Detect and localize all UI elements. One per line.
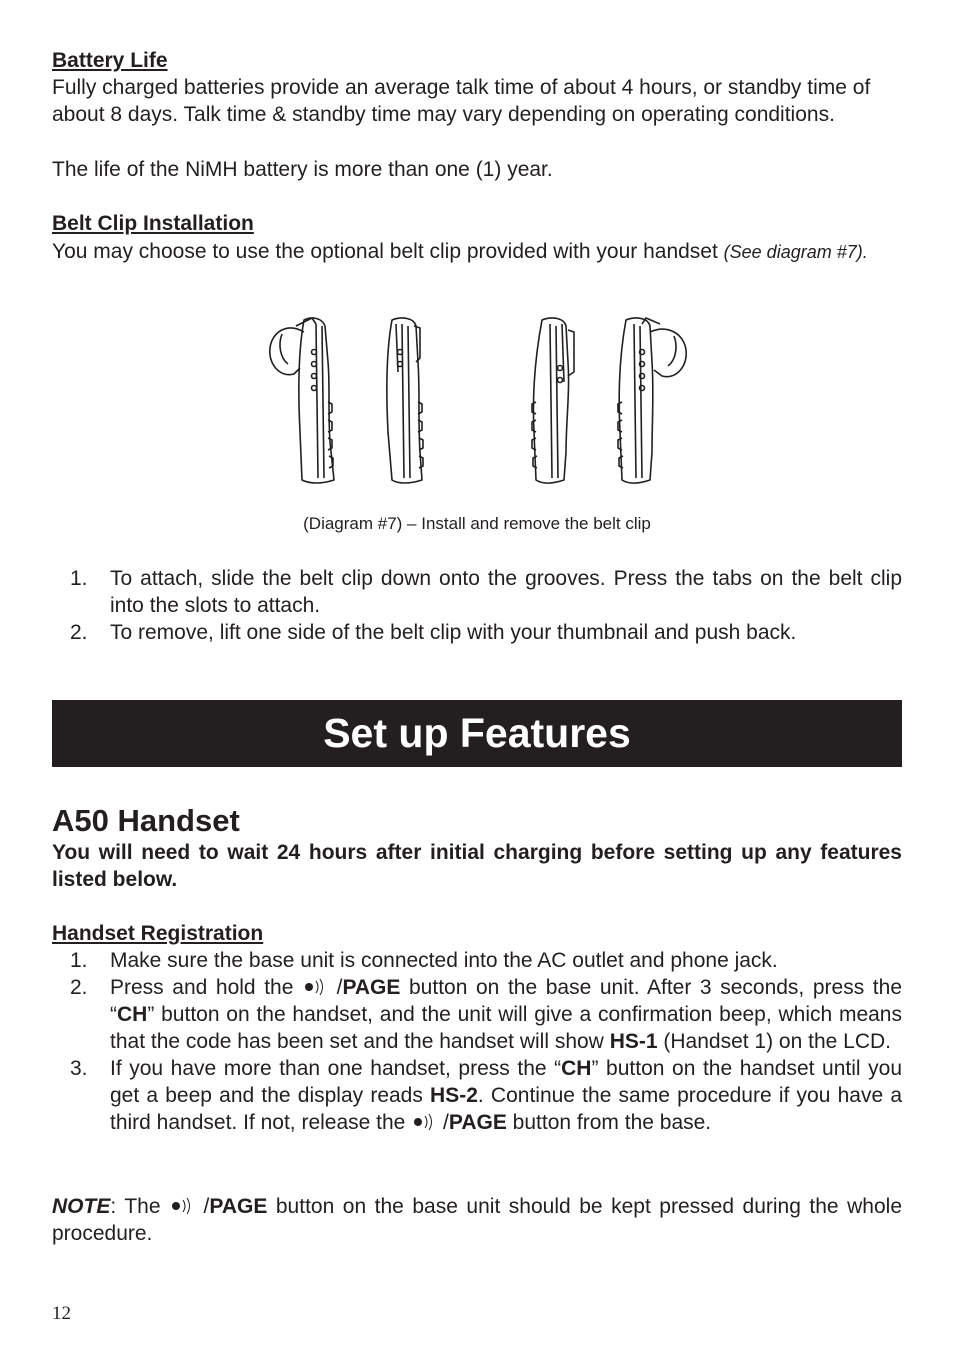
list-item: 2. To remove, lift one side of the belt clip with your thumbnail and push back. (70, 621, 797, 644)
registration-steps (52, 947, 902, 1136)
battery-lifespan-text: The life of the NiMH battery is more than one (1) year. (52, 158, 553, 181)
handset-with-clip-right (618, 318, 686, 483)
list-item: 1. Make sure the base unit is connected into the AC outlet and phone jack. (70, 949, 778, 972)
belt-clip-diagram (242, 312, 712, 492)
page-number: 12 (52, 1303, 71, 1324)
paging-icon (411, 1113, 437, 1131)
note-paragraph: NOTE: The /PAGE button on the base unit should be kept pressed during the whole procedure. (52, 1195, 902, 1245)
paging-icon (169, 1197, 195, 1215)
paging-icon (302, 978, 328, 996)
list-item: 3. If you have more than one handset, press the “CH” button on the handset until you get a beep and the display reads HS-2. Continue the same procedure if you have a third handset. If not, release the /PAGE button from the base. (70, 1057, 902, 1134)
belt-clip-text: You may choose to use the optional belt clip provided with your handset (See diagram #7). (52, 240, 868, 263)
list-item: 1. To attach, slide the belt clip down onto the grooves. Press the tabs on the belt clip into the slots to attach. (70, 567, 902, 617)
belt-clip-steps (52, 565, 902, 646)
charging-warning: You will need to wait 24 hours after initial charging before setting up any features listed below. (52, 841, 902, 891)
handset-registration-heading: Handset Registration (52, 922, 264, 945)
list-item: 2. Press and hold the /PAGE button on the base unit. After 3 seconds, press the “CH” button on the handset, and the unit will give a confirmation beep, which means that the code has been set and the handset will show HS-1 (Handset 1) on the LCD. (70, 976, 902, 1053)
section-banner: Set up Features (52, 700, 902, 767)
belt-clip-heading: Belt Clip Installation (52, 212, 254, 235)
handset-with-clip-left (270, 318, 334, 483)
battery-life-text: Fully charged batteries provide an average talk time of about 4 hours, or standby time of about 8 days. Talk time & standby time may vary depending on operating conditions. (52, 76, 871, 126)
handset-front-left (387, 318, 423, 483)
diagram-caption: (Diagram #7) – Install and remove the belt clip (303, 514, 651, 533)
handset-title: A50 Handset (52, 803, 240, 838)
handset-front-right (532, 318, 574, 483)
battery-life-heading: Battery Life (52, 49, 168, 72)
